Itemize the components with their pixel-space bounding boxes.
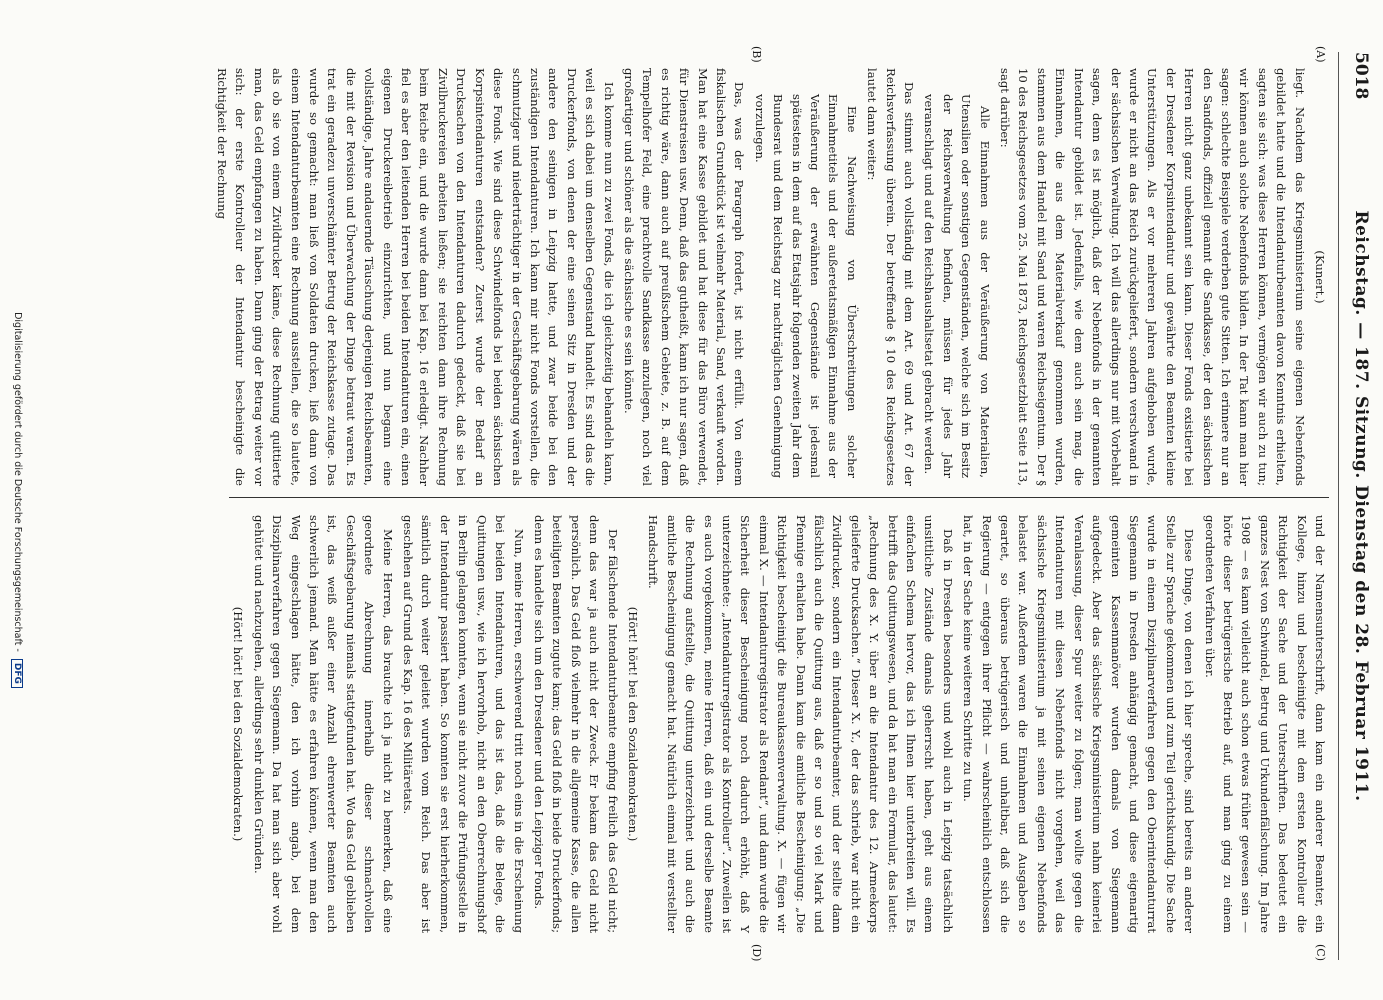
- margin-letter-d: (D): [750, 944, 763, 962]
- left-column: [215, 68, 1329, 486]
- margin-letter-b: (B): [750, 46, 763, 63]
- paragraph: Meine Herren, das brauchte ich ja nicht zu bemerken, daß eine geordnete Abrechnung innerhalb dieser schmachvollen Geschäftsgebarung niemals stattgefunden hat. Wo das Geld geblieben ist, das weiß außer einer Anzahl ehrenwerter Beamten auch schwerlich jemand. Man hätte es erfahren können, wenn man den Weg eingeschlagen hätte, den ich vorhin angab, bei dem Disziplinarverfahren gegen Siegemann. Da hat man sich aber wohl gehütet und nachzugehen, allerdings sehr dunklen Gründen.: [251, 515, 395, 933]
- column-divider: [229, 497, 1329, 498]
- paragraph: Das, was der Paragraph fordert, ist nicht erfüllt. Von einem fiskalischen Grundstück ist vielmehr Material, Sand, verkauft worden. Man hat eine Kasse gebildet und hat diese für das Büro verwendet, für Dienstreisen usw. Denn, daß das gutheißt, kann ich nur sagen, daß es richtig wäre, dann auch auf preußischem Gebiete, z. B. auf dem Tempelhofer Feld, eine prachtvolle Sandkasse anzulegen, noch viel großartiger und schöner als die sächsische es sein könnte.: [621, 68, 747, 486]
- margin-letter-c: (C): [1314, 944, 1327, 961]
- paragraph: Daß in Dresden besonders und wohl auch in Leipzig tatsächlich unsittliche Zustände damals geherrscht haben, geht aus einem einfachen Schema hervor, das ich Ihnen hier unterbreiten will. Es betrifft das Quittungswesen, und da hat man ein Formular, das lautet: „Rechnung des X. Y. über an die Intendantur des 12. Armeekorps gelieferte Drucksachen.“ Dieser X. Y., der das schrieb, war nicht ein Zivildrucker, sondern ein Intendanturbeamter, und der stellte dann fälschlich auch die Quittung aus, daß er so und so viel Mark und Pfennige erhalten habe. Dann kam die amtliche Bescheinigung: „Die Richtigkeit bescheinigt die Bureaukassenverwaltung. X. — fügen wir einmal X. — Intendanturregistrator als Rendant“, und dann wurde die Sicherheit dieser Bescheinigung noch dadurch erhöht, daß Y unterzeichnete: „Intendanturregistrator als Kontrolleur“. Zuweilen ist es auch vorgekommen, meine Herren, daß ein und derselbe Beamte die Rechnung aufstellte, die Quittung unterzeichnet und auch die amtliche Bescheinigung gemacht hat. Natürlich einmal mit verstellter Handschrift.: [646, 515, 955, 933]
- interjection: (Hört! hört! bei den Sozialdemokraten.): [231, 606, 246, 842]
- dfg-logo-icon: DFG: [11, 659, 23, 688]
- quoted-paragraph: Eine Nachweisung von Überschreitungen solcher Einnahmetitels und der außeretatsmäßigen Einnahme aus der Veräußerung der erwähnten Gegenstände ist jedesmal spätestens in dem auf das Etatsjahr folgenden zweiten Jahr dem Bundesrat und dem Reichstag zur nachträglichen Genehmigung vorzulegen.: [752, 94, 859, 478]
- paragraph: und der Namensunterschrift, dann kam ein anderer Beamter, ein Kollege, hinzu und bescheinigte mit dem ersten Kontrolleur die Richtigkeit der Sache und der Unterschriften. Das bedeutet ein ganzes Nest von Schwindel, Betrug und Urkundenfälschung. Im Jahre 1908 — es kann vielleicht auch schon etwas früher gewesen sein — hörte dieser betrügerische Betrieb auf, und man ging zu einem geordneten Verfahren über.: [1202, 515, 1327, 933]
- paragraph: Der fälschende Intendanturbeamte empfing freilich das Geld nicht; denn das war ja auch nicht der Zweck. Er bekam das Geld nicht persönlich. Das Geld floß vielmehr in die allgemeine Kasse, die allen beteiligten Beamten zugute kam; das Geld floß in beide Druckerfonds; denn es handelte sich um den Dresdener und den Leipziger Fonds.: [531, 515, 620, 933]
- page-number: 5018: [1351, 52, 1371, 100]
- quoted-paragraph: Alle Einnahmen aus der Veräußerung von Materialien, Utensilien oder sonstigen Gegenständen, welche sich im Besitz der Reichsverwaltung befinden, müssen für jedes Jahr veranschlagt und auf den Reichshaushaltsetat gebracht werden.: [922, 94, 992, 478]
- interjection: (Hört! hört! bei den Sozialdemokraten.): [625, 606, 640, 842]
- session-title: Reichstag. — 187. Sitzung. Dienstag den 28. Februar 1911.: [1351, 210, 1371, 802]
- speaker-name: (Kunert.): [1313, 250, 1327, 304]
- paragraph: liegt. Nachdem das Kriegsministerium seine eigenen Nebenfonds gebildet hatte und die Intendanturbeamten davon Kenntnis erhielten, sagten sie sich: was diese Herren können, vermögen wir auch zu tun; wir können auch solche Nebenfonds bilden. In der Tat kann man hier sagen: schlechte Beispiele verderben gute Sitten. Ich erinnere nur an den Sandfonds, offiziell genannt die Sandkasse, der den sächsischen Herren nicht ganz unbekannt sein kann. Dieser Fonds existierte bei der Dresdener Korpsintendantur und gewährte den Beamten kleine Unterstützungen. Als er vor mehreren Jahren aufgehoben wurde, wurde er nicht an das Reich zurückgeliefert, sondern verschwand in der sächsischen Verwaltung. Ich will das allerdings nur mit Vorbehalt sagen, denn es ist möglich, daß der Nebenfonds in der genannten Intendantur gebildet ist. Jedenfalls, wie dem auch sein mag, die Einnahmen, die aus dem Materialverkauf genommen wurden, stammen aus dem Handel mit Sand und waren Reichseigentum. Der § 10 des Reichsgesetzes vom 25. Mai 1873, Reichsgesetzblatt Seite 113, sagt darüber:: [998, 68, 1307, 486]
- header-rule: [1338, 52, 1339, 960]
- right-column: [219, 515, 1329, 933]
- page-header: [1341, 52, 1375, 960]
- paragraph: Ich komme nun zu zwei Fonds, die ich gleichzeitig behandeln kann, weil es sich dabei um denselben Gegenstand handelt. Es sind das die Druckerfonds, von denen der eine seinen Sitz in Dresden und der andere den seinigen in Leipzig hatte, und zwar beide bei den zuständigen Intendanturen. Ich kann mir nicht Fonds vorstellen, die schmutziger und niederträchtiger in der Geschäftsgebarung wären als diese Fonds. Wie sind diese Schwindelfonds bei beiden sächsischen Korpsintendanturen entstanden? Zuerst wurde der Bedarf an Drucksachen von den Intendanturen dadurch gedeckt, daß sie bei Zivilbruckereien arbeiten ließen; sie reichten dann ihre Rechnung beim Reiche ein, und die wurde dann bei Kap. 16 erledigt. Nachher fiel es aber den leitenden Herren bei beiden Intendanturen ein, einen eigenen Druckereibetrieb einzurichten, und nun begann eine vollständige, Jahre andauernde Täuschung derjenigen Reichsbeamten, die mit der Revision und Überwachung der Dinge betraut waren. Es trat ein geradezu unverschämter Betrug der Reichskasse zutage. Das wurde so gemacht: man ließ von Soldaten drucken, ließ dann von einem Intendanturbeamten eine Rechnung ausstellen, die so lautete, als ob sie von einem Zivildrucker käme, diese Rechnung quittierte man, das Geld empfangen zu haben. Dann ging der Betrag weiter vor sich: der erste Kontrolleur der Intendantur bescheinigte die Richtigkeit der Rechnung: [215, 68, 616, 486]
- digitization-footer: [11, 0, 23, 1000]
- paragraph: Das stimmt auch vollständig mit dem Art. 69 und Art. 67 der Reichsverfassung überein. Der betreffende § 10 des Reichsgesetzes lautet dann weiter:: [865, 68, 917, 486]
- paragraph: Nun, meine Herren, erschwerend tritt noch eins in die Erscheinung bei beiden Intendanturen, und das ist das, daß die Belege, die Quittungen usw., wie ich hervorhob, nicht an den Oberrechnungshof in Berlin gelangen konnten, wenn sie nicht zuvor die Prüfungsstelle in der Intendantur passiert haben. So konnten sie erst hierherkommen, sämtlich durch weiter geleitet wurden vom Reich. Das aber ist geschehen auf Grund des Kap. 16 des Militäretats.: [401, 515, 526, 933]
- footer-text: Digitalisierung gefördert durch die Deutsche Forschungsgemeinschaft -: [12, 312, 23, 652]
- paragraph: Diese Dinge, von denen ich hier spreche, sind bereits an anderer Stelle zur Sprache gekommen und zum Teil gerichtskundig. Die Sache wurde in einem Disziplinarverfahren gegen den Oberintendanturrat Siegemann in Dresden anhängig gemacht, und diese eigenartig gemeinten Kassenmanöver wurden damals von Siegemann aufgedeckt. Aber das sächsische Kriegsministerium nahm keinerlei Veranlassung, dieser Spur weiter zu folgen; man wollte gegen die Intendanturen mit diesen Nebenfonds nicht vorgehen, weil das sächsische Kriegsministerium ja mit seinen eigenen Nebenfonds belastet war. Außerdem waren die Einnahmen und Ausgaben so geartet, so überaus betrügerisch und unhaltbar, daß sich die Regierung — entgegen ihrer Pflicht — wahrscheinlich entschlossen hat, in der Sache keine weiteren Schritte zu tun.: [961, 515, 1197, 933]
- margin-letter-a: (A): [1314, 46, 1327, 63]
